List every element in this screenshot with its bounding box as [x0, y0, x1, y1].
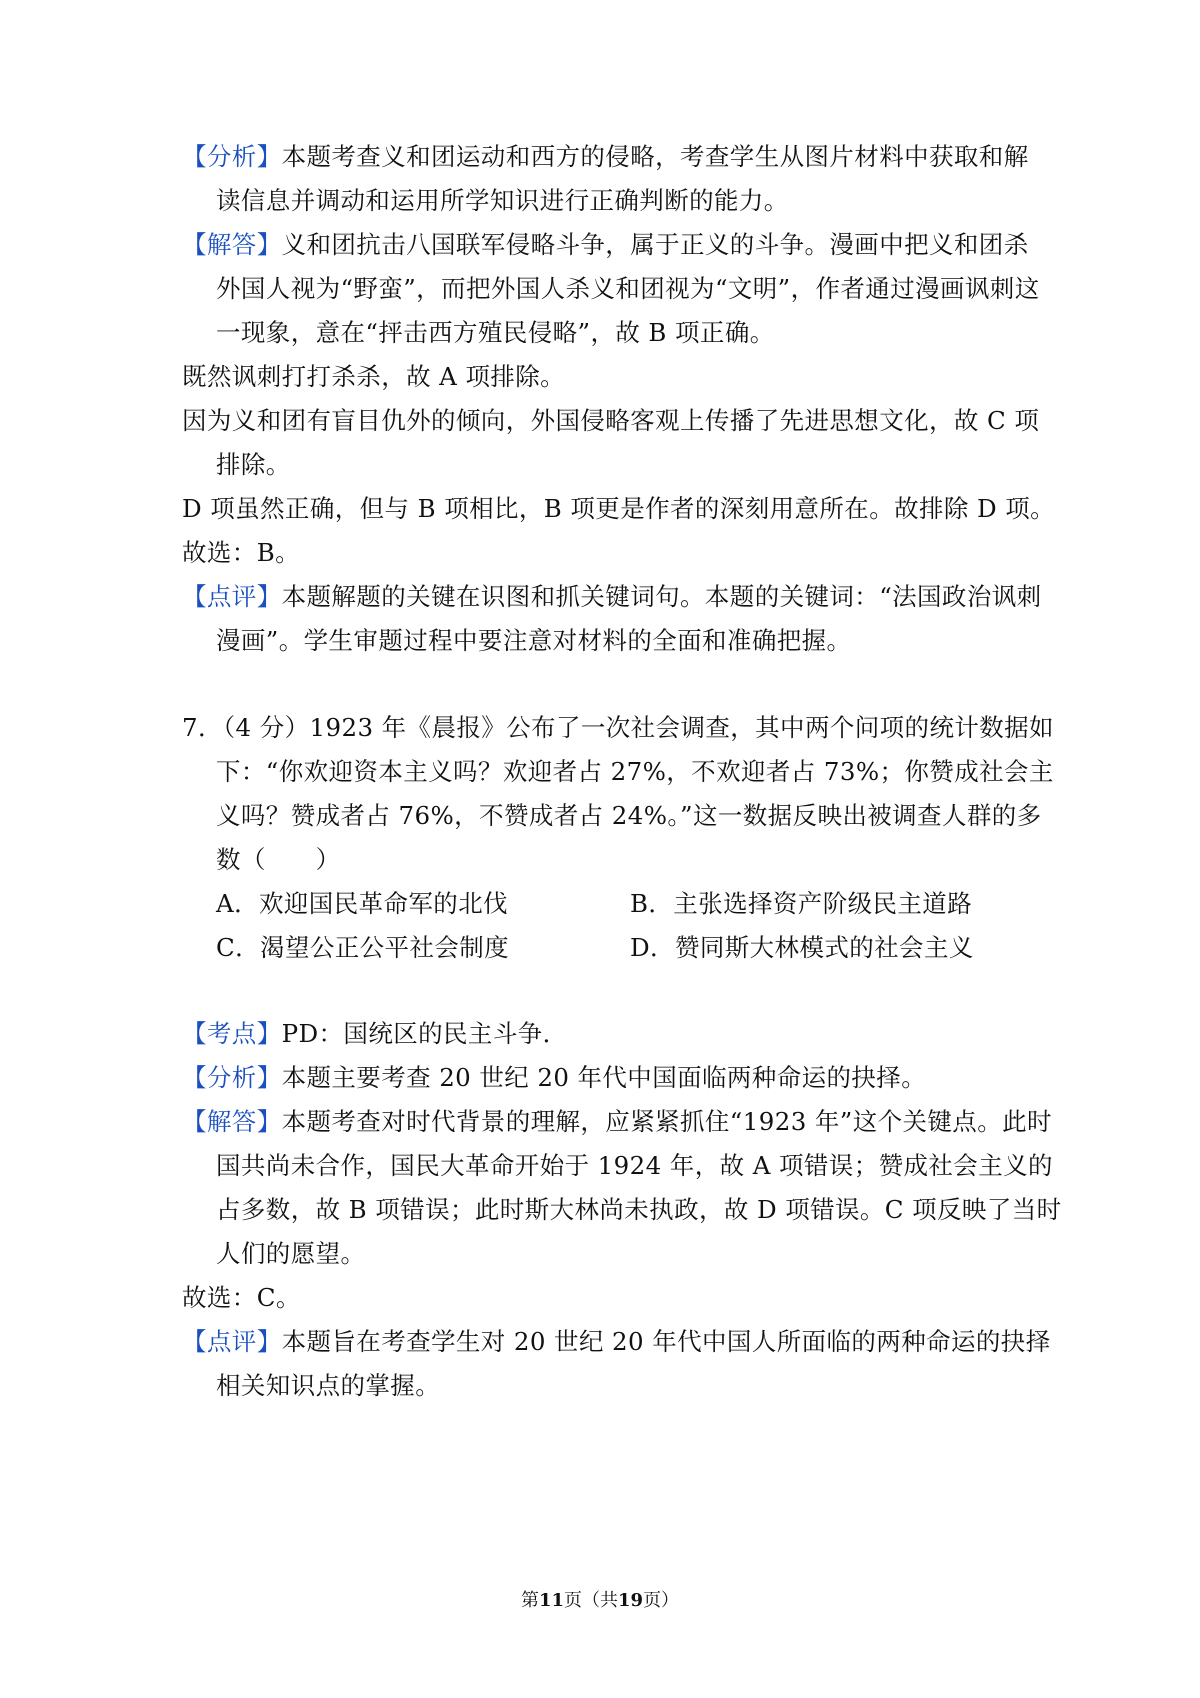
footer-prefix: 第	[520, 1590, 539, 1611]
question-7-stem-cont: 数（ ）	[216, 845, 341, 874]
answer-paragraph-2	[182, 1106, 1052, 1138]
answer-paragraph	[182, 229, 1029, 261]
analysis-paragraph-2	[182, 1062, 926, 1094]
question-7-stem-cont: 下：“你欢迎资本主义吗？欢迎者占 27%，不欢迎者占 73%；你赞成社会主	[216, 757, 1054, 786]
answer-text: 义和团抗击八国联军侵略斗争，属于正义的斗争。漫画中把义和团杀	[281, 230, 1029, 259]
review-tag-2: 【点评】	[182, 1327, 282, 1356]
question-7-stem: 7．（4 分）1923 年《晨报》公布了一次社会调查，其中两个问项的统计数据如	[182, 713, 1054, 742]
page-footer	[0, 1589, 1200, 1613]
analysis-text-cont: 读信息并调动和运用所学知识进行正确判断的能力。	[216, 186, 789, 215]
option-b: B．主张选择资产阶级民主道路	[630, 889, 973, 918]
review-text-2: 本题旨在考查学生对 20 世纪 20 年代中国人所面临的两种命运的抉择	[281, 1327, 1051, 1356]
review-paragraph	[182, 581, 1042, 613]
review-text-cont: 漫画”。学生审题过程中要注意对材料的全面和准确把握。	[216, 626, 852, 655]
explanation-a: 既然讽刺打打杀杀，故 A 项排除。	[182, 362, 566, 391]
explanation-c: 因为义和团有盲目仇外的倾向，外国侵略客观上传播了先进思想文化，故 C 项	[182, 406, 1040, 435]
answer-choice: 故选：B。	[182, 538, 301, 567]
footer-total-pages: 19	[618, 1590, 644, 1611]
answer-text-2-cont: 占多数，故 B 项错误；此时斯大林尚未执政，故 D 项错误。C 项反映了当时	[216, 1195, 1062, 1224]
analysis-tag: 【分析】	[182, 142, 282, 171]
option-d: D．赞同斯大林模式的社会主义	[630, 933, 974, 962]
analysis-text-2: 本题主要考查 20 世纪 20 年代中国面临两种命运的抉择。	[281, 1063, 927, 1092]
answer-choice-2: 故选：C。	[182, 1283, 301, 1312]
review-text-2-cont: 相关知识点的掌握。	[216, 1371, 441, 1400]
kaodian-paragraph	[182, 1018, 568, 1050]
answer-text-2: 本题考查对时代背景的理解，应紧紧抓住“1923 年”这个关键点。此时	[281, 1107, 1052, 1136]
answer-tag-2: 【解答】	[182, 1107, 282, 1136]
kaodian-text: PD：国统区的民主斗争．	[281, 1019, 568, 1048]
question-7-stem-cont: 义吗？赞成者占 76%，不赞成者占 24%。”这一数据反映出被调查人群的多	[216, 801, 1042, 830]
footer-suffix: 页）	[643, 1590, 680, 1611]
answer-text-2-cont: 国共尚未合作，国民大革命开始于 1924 年，故 A 项错误；赞成社会主义的	[216, 1151, 1053, 1180]
review-text: 本题解题的关键在识图和抓关键词句。本题的关键词：“法国政治讽刺	[281, 582, 1042, 611]
kaodian-tag: 【考点】	[182, 1019, 282, 1048]
analysis-paragraph	[182, 141, 1029, 173]
analysis-tag-2: 【分析】	[182, 1063, 282, 1092]
review-paragraph-2	[182, 1326, 1051, 1358]
answer-text-cont: 外国人视为“野蛮”，而把外国人杀义和团视为“文明”，作者通过漫画讽刺这	[216, 274, 1040, 303]
footer-page-number: 11	[538, 1590, 564, 1611]
answer-text-cont: 一现象，意在“抨击西方殖民侵略”，故 B 项正确。	[216, 318, 775, 347]
review-tag: 【点评】	[182, 582, 282, 611]
analysis-text: 本题考查义和团运动和西方的侵略，考查学生从图片材料中获取和解	[281, 142, 1029, 171]
footer-middle: 页（共	[564, 1590, 618, 1611]
option-a: A．欢迎国民革命军的北伐	[216, 889, 508, 918]
explanation-d: D 项虽然正确，但与 B 项相比，B 项更是作者的深刻用意所在。故排除 D 项。	[182, 494, 1056, 523]
explanation-c-cont: 排除。	[216, 450, 291, 479]
answer-tag: 【解答】	[182, 230, 282, 259]
answer-text-2-cont: 人们的愿望。	[216, 1239, 366, 1268]
option-c: C．渴望公正公平社会制度	[216, 933, 510, 962]
